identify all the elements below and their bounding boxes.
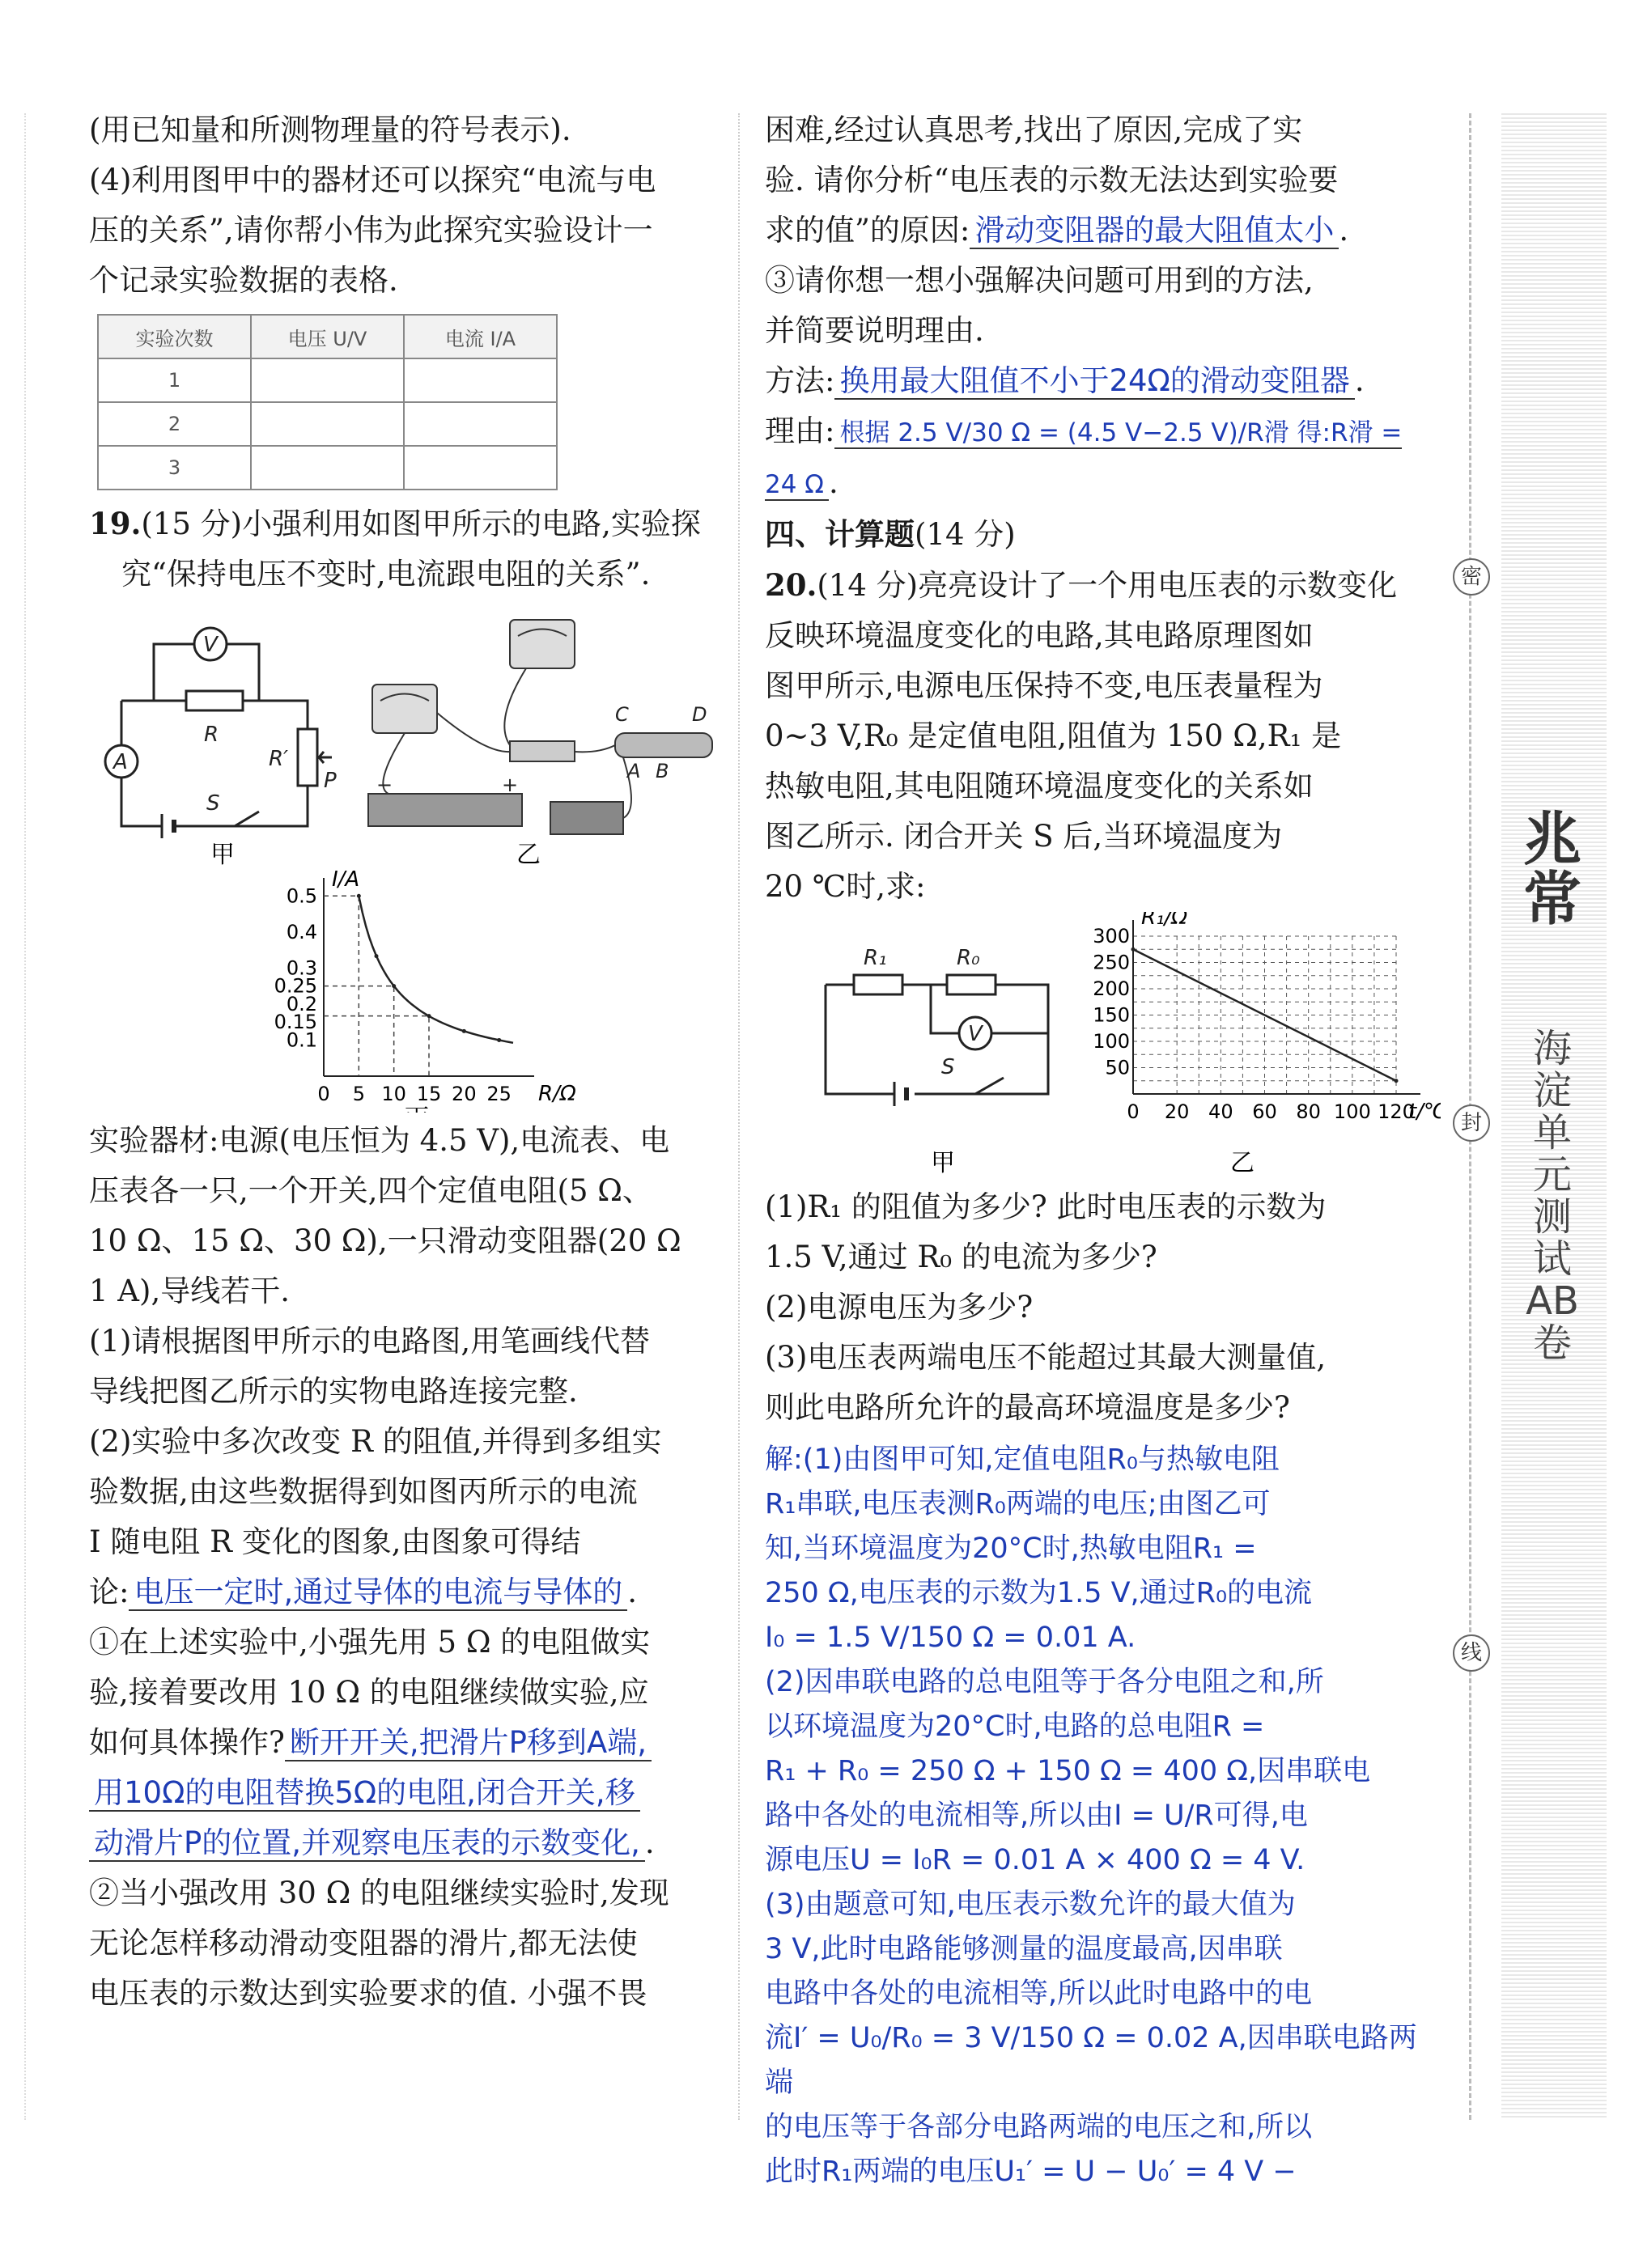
period: . bbox=[1354, 363, 1365, 398]
text-line: 验数据,由这些数据得到如图丙所示的电流 bbox=[89, 1474, 638, 1509]
circuit-wire bbox=[826, 985, 1048, 1094]
text-line: 压的关系”,请你帮小伟为此探究实验设计一 bbox=[89, 213, 653, 248]
y-tick-label: 200 bbox=[1093, 977, 1130, 1000]
y-tick-label: 150 bbox=[1093, 1003, 1130, 1027]
record-table bbox=[97, 314, 558, 490]
section-heading bbox=[765, 510, 1441, 560]
x-tick-label: 20 bbox=[452, 1083, 477, 1105]
x-tick-label: 100 bbox=[1333, 1100, 1371, 1123]
label-minus: − bbox=[376, 774, 393, 796]
label-Rprime: R′ bbox=[269, 747, 288, 771]
y-tick-label: 0.4 bbox=[286, 920, 317, 943]
solution-line: 以环境温度为20°C时,电路的总电阻R = bbox=[765, 1711, 1265, 1743]
y-tick-label: 0.2 bbox=[286, 992, 317, 1015]
solution-line: 3 V,此时电路能够测量的温度最高,因串联 bbox=[765, 1933, 1283, 1965]
seal-char: 密 bbox=[1453, 558, 1490, 596]
table-header: 电压 U/V bbox=[251, 315, 404, 358]
solution-line: 解:(1)由图甲可知,定值电阻R₀与热敏电阻 bbox=[765, 1443, 1280, 1476]
text-line: 并简要说明理由. bbox=[765, 313, 984, 348]
brand-logo: 兆常 bbox=[1522, 805, 1581, 933]
text-line: (1)请根据图甲所示的电路图,用笔画线代替 bbox=[89, 1324, 651, 1359]
label-plus: + bbox=[502, 774, 519, 796]
table-cell: 2 bbox=[98, 402, 251, 446]
text-line: 0~3 V,R₀ 是定值电阻,阻值为 150 Ω,R₁ 是 bbox=[765, 719, 1342, 753]
data-point bbox=[1131, 947, 1136, 952]
text-line: 图甲所示,电源电压保持不变,电压表量程为 bbox=[765, 668, 1323, 703]
x-tick-label: 40 bbox=[1208, 1100, 1233, 1123]
text-line: 导线把图乙所示的实物电路连接完整. bbox=[89, 1374, 578, 1409]
text-line: 10 Ω、15 Ω、30 Ω),一只滑动变阻器(20 Ω bbox=[89, 1223, 681, 1258]
handwritten-answer: 滑动变阻器的最大阻值太小 bbox=[970, 213, 1339, 249]
switch-lever bbox=[235, 812, 259, 826]
question-number: 19. bbox=[89, 506, 142, 541]
prompt: 方法: bbox=[765, 363, 835, 398]
table-header: 电流 I/A bbox=[404, 315, 557, 358]
table-cell bbox=[404, 358, 557, 402]
section-title: 四、计算题 bbox=[765, 517, 915, 552]
data-point bbox=[427, 1014, 431, 1018]
label-A: A bbox=[113, 750, 128, 774]
seal-char: 线 bbox=[1453, 1634, 1490, 1672]
handwritten-answer: 换用最大阻值不小于24Ω的滑动变阻器 bbox=[834, 363, 1354, 400]
y-tick-label: 300 bbox=[1093, 925, 1130, 947]
handwritten-answer: 根据 2.5 V/30 Ω = (4.5 V−2.5 V)/R滑 得:R滑 = 24 Ω bbox=[765, 418, 1403, 499]
prompt: 如何具体操作? bbox=[89, 1725, 285, 1760]
switch-device bbox=[550, 802, 623, 834]
solution-line: R₁ + R₀ = 250 Ω + 150 Ω = 400 Ω,因串联电 bbox=[765, 1755, 1371, 1787]
q19-figures bbox=[89, 600, 720, 867]
data-point bbox=[357, 894, 361, 898]
left-margin-line bbox=[24, 113, 26, 2120]
label-P: P bbox=[324, 769, 337, 793]
y-tick-label: 0.25 bbox=[274, 974, 317, 998]
guide-line bbox=[324, 1016, 429, 1076]
answer-line bbox=[89, 1768, 720, 1818]
rheostat-symbol bbox=[298, 729, 317, 786]
fig-label-yi: 乙 bbox=[516, 841, 541, 867]
text-line: 压表各一只,一个开关,四个定值电阻(5 Ω、 bbox=[89, 1173, 652, 1208]
answer-line bbox=[89, 1567, 720, 1617]
table-cell: 3 bbox=[98, 446, 251, 490]
physical-circuit-yi bbox=[368, 620, 712, 834]
prompt: 理由: bbox=[765, 413, 835, 448]
resistor-device bbox=[510, 741, 575, 761]
solution-line: I₀ = 1.5 V/150 Ω = 0.01 A. bbox=[765, 1622, 1136, 1654]
answer-line bbox=[765, 206, 1441, 256]
label-B-terminal: B bbox=[656, 760, 669, 782]
section-score: (14 分) bbox=[915, 517, 1016, 552]
fig-label-yi: 乙 bbox=[1230, 1149, 1255, 1177]
answer-line bbox=[89, 1718, 720, 1768]
table-row bbox=[98, 358, 557, 402]
rheostat-device bbox=[615, 733, 712, 757]
ammeter-device bbox=[372, 685, 437, 733]
data-curve bbox=[359, 896, 513, 1043]
y-tick-label: 0.15 bbox=[274, 1011, 317, 1034]
y-axis-label: I/A bbox=[332, 870, 360, 892]
label-V: V bbox=[203, 633, 218, 657]
text-line: ③请你想一想小强解决问题可用到的方法, bbox=[765, 263, 1314, 298]
period: . bbox=[1339, 213, 1349, 248]
text-line: 1.5 V,通过 R₀ 的电流为多少? bbox=[765, 1240, 1157, 1274]
solution-line: 流I′ = U₀/R₀ = 3 V/150 Ω = 0.02 A,因串联电路两端 bbox=[765, 2022, 1417, 2099]
table-header-row bbox=[98, 315, 557, 358]
seal-char: 封 bbox=[1453, 1104, 1490, 1142]
data-point bbox=[375, 954, 379, 958]
handwritten-answer: 断开开关,把滑片P移到A端, bbox=[285, 1725, 652, 1761]
series-title: 海淀单元测试AB卷 bbox=[1526, 1026, 1579, 1366]
text-line: 困难,经过认真思考,找出了原因,完成了实 bbox=[765, 112, 1303, 147]
label-R1: R₁ bbox=[864, 946, 887, 970]
resistance-temperature-chart bbox=[1093, 912, 1441, 1124]
y-tick-label: 100 bbox=[1093, 1030, 1130, 1053]
table-row bbox=[98, 446, 557, 490]
column-separator bbox=[738, 113, 740, 2120]
x-tick-label: 120 bbox=[1378, 1100, 1415, 1123]
x-tick-label: 20 bbox=[1164, 1100, 1190, 1123]
text-line: 实验器材:电源(电压恒为 4.5 V),电流表、电 bbox=[89, 1123, 670, 1158]
text-line: 图乙所示. 闭合开关 S 后,当环境温度为 bbox=[765, 819, 1283, 854]
text-line: 20 ℃时,求: bbox=[765, 869, 926, 904]
x-tick-label: 80 bbox=[1296, 1100, 1321, 1123]
x-tick-label: 0 bbox=[1127, 1100, 1140, 1123]
label-D: D bbox=[692, 703, 707, 726]
period: . bbox=[644, 1825, 655, 1860]
solution-line: 电路中各处的电流相等,所以此时电路中的电 bbox=[765, 1978, 1313, 2010]
text-line: 无论怎样移动滑动变阻器的滑片,都无法使 bbox=[89, 1926, 638, 1961]
y-tick-label: 0.3 bbox=[286, 956, 317, 980]
text-line: ①在上述实验中,小强先用 5 Ω 的电阻做实 bbox=[89, 1625, 651, 1660]
x-axis-label: t/ bbox=[1408, 1100, 1424, 1124]
solution-line: 知,当环境温度为20°C时,热敏电阻R₁ = bbox=[765, 1532, 1257, 1565]
prompt: 论: bbox=[89, 1575, 129, 1609]
question-text: (15 分)小强利用如图甲所示的电路,实验探 bbox=[141, 507, 701, 541]
battery-pack bbox=[368, 794, 522, 826]
label-A-terminal: A bbox=[627, 760, 641, 782]
text-line: (4)利用图甲中的器材还可以探究“电流与电 bbox=[89, 163, 656, 197]
text-line: (2)实验中多次改变 R 的阻值,并得到多组实 bbox=[89, 1424, 662, 1459]
question-20-line bbox=[765, 560, 1441, 611]
question-19-line bbox=[89, 498, 720, 549]
voltmeter-device bbox=[510, 620, 575, 668]
y-tick-label: 50 bbox=[1105, 1056, 1130, 1079]
slider-arrow bbox=[319, 752, 332, 763]
table-cell bbox=[404, 446, 557, 490]
question-text: (14 分)亮亮设计了一个用电压表的示数变化 bbox=[817, 568, 1398, 603]
fig-label-jia: 甲 bbox=[931, 1149, 955, 1177]
label-S: S bbox=[206, 791, 220, 816]
label-V: V bbox=[968, 1022, 983, 1046]
q20-figures bbox=[765, 912, 1441, 1179]
solution-block bbox=[765, 1438, 1441, 2194]
answer-line bbox=[89, 1818, 720, 1868]
data-point bbox=[392, 984, 396, 988]
handwritten-answer: 动滑片P的位置,并观察电压表的示数变化, bbox=[89, 1825, 645, 1862]
text-line: 验,接着要改用 10 Ω 的电阻继续做实验,应 bbox=[89, 1675, 649, 1710]
table-row bbox=[98, 402, 557, 446]
text-line: I 随电阻 R 变化的图象,由图象可得结 bbox=[89, 1524, 581, 1559]
text-line: (用已知量和所测物理量的符号表示). bbox=[89, 112, 571, 147]
text-line: 反映环境温度变化的电路,其电路原理图如 bbox=[765, 618, 1314, 653]
answer-line bbox=[765, 356, 1441, 406]
table-cell: 1 bbox=[98, 358, 251, 402]
y-tick-label: 250 bbox=[1093, 951, 1130, 974]
text-line: 电压表的示数达到实验要求的值. 小强不畏 bbox=[89, 1976, 647, 2011]
x-axis-label: R/Ω bbox=[538, 1082, 576, 1106]
table-cell bbox=[251, 358, 404, 402]
label-R: R bbox=[204, 723, 219, 747]
text-line: 则此电路所允许的最高环境温度是多少? bbox=[765, 1390, 1290, 1425]
solution-line: (2)因串联电路的总电阻等于各分电阻之和,所 bbox=[765, 1666, 1324, 1698]
x-tick-label: 10 bbox=[381, 1083, 406, 1105]
resistor-R1 bbox=[854, 975, 902, 994]
solution-line: 源电压U = I₀R = 0.01 A × 400 Ω = 4 V. bbox=[765, 1844, 1305, 1876]
x-tick-label: 60 bbox=[1252, 1100, 1277, 1123]
text-line: 个记录实验数据的表格. bbox=[89, 263, 398, 298]
table-header: 实验次数 bbox=[98, 315, 251, 358]
label-S: S bbox=[941, 1055, 955, 1079]
x-tick-label: 0 bbox=[317, 1083, 330, 1105]
resistor-R bbox=[186, 691, 243, 710]
text-line: (1)R₁ 的阻值为多少? 此时电压表的示数为 bbox=[765, 1189, 1327, 1224]
right-column bbox=[765, 105, 1441, 2194]
handwritten-answer: 电压一定时,通过导体的电流与导体的 bbox=[129, 1575, 627, 1611]
y-tick-label: 0.5 bbox=[286, 884, 317, 908]
table-cell bbox=[404, 402, 557, 446]
data-point bbox=[1395, 1079, 1399, 1083]
solution-line: 的电压等于各部分电路两端的电压之和,所以 bbox=[765, 2111, 1313, 2143]
text-line: 1 A),导线若干. bbox=[89, 1274, 290, 1308]
current-resistance-chart bbox=[89, 870, 720, 1113]
text-line: ②当小强改用 30 Ω 的电阻继续实验时,发现 bbox=[89, 1876, 669, 1910]
left-column bbox=[89, 105, 720, 2019]
x-tick-label: 25 bbox=[486, 1083, 512, 1105]
handwritten-answer: 用10Ω的电阻替换5Ω的电阻,闭合开关,移 bbox=[89, 1775, 640, 1812]
switch-lever bbox=[975, 1078, 1004, 1094]
data-point bbox=[497, 1038, 501, 1042]
circuit-diagram-q20 bbox=[826, 975, 1048, 1106]
period: . bbox=[829, 465, 838, 500]
label-R0: R₀ bbox=[957, 946, 980, 970]
text-line: 热敏电阻,其电阻随环境温度变化的关系如 bbox=[765, 769, 1314, 803]
fig-label-bing bbox=[405, 1104, 429, 1113]
solution-line: R₁串联,电压表测R₀两端的电压;由图乙可 bbox=[765, 1488, 1271, 1520]
solution-line: 此时R₁两端的电压U₁′ = U − U₀′ = 4 V − bbox=[765, 2156, 1297, 2188]
text-line: (3)电压表两端电压不能超过其最大测量值, bbox=[765, 1340, 1327, 1375]
label-C: C bbox=[615, 703, 629, 726]
prompt: 求的值”的原因: bbox=[765, 213, 970, 248]
x-tick-label: 15 bbox=[416, 1083, 442, 1105]
table-cell bbox=[251, 446, 404, 490]
answer-line bbox=[765, 406, 1441, 510]
x-tick-label: 5 bbox=[352, 1083, 365, 1105]
resistor-R0 bbox=[947, 975, 996, 994]
text-line: 验. 请你分析“电压表的示数无法达到实验要 bbox=[765, 163, 1339, 197]
text-line: (2)电源电压为多少? bbox=[765, 1290, 1034, 1325]
fig-label-jia: 甲 bbox=[210, 841, 235, 867]
solution-line: (3)由题意可知,电压表示数允许的最大值为 bbox=[765, 1889, 1296, 1921]
text-line: 究“保持电压不变时,电流跟电阻的关系”. bbox=[121, 557, 651, 591]
y-axis-label: R₁/Ω bbox=[1141, 912, 1188, 930]
solution-line: 250 Ω,电压表的示数为1.5 V,通过R₀的电流 bbox=[765, 1577, 1313, 1609]
y-tick-label: 0.1 bbox=[286, 1028, 317, 1052]
table-cell bbox=[251, 402, 404, 446]
solution-line: 路中各处的电流相等,所以由I = U/R可得,电 bbox=[765, 1800, 1308, 1832]
data-point bbox=[462, 1029, 466, 1033]
period: . bbox=[627, 1575, 637, 1609]
question-number: 20. bbox=[765, 567, 817, 603]
